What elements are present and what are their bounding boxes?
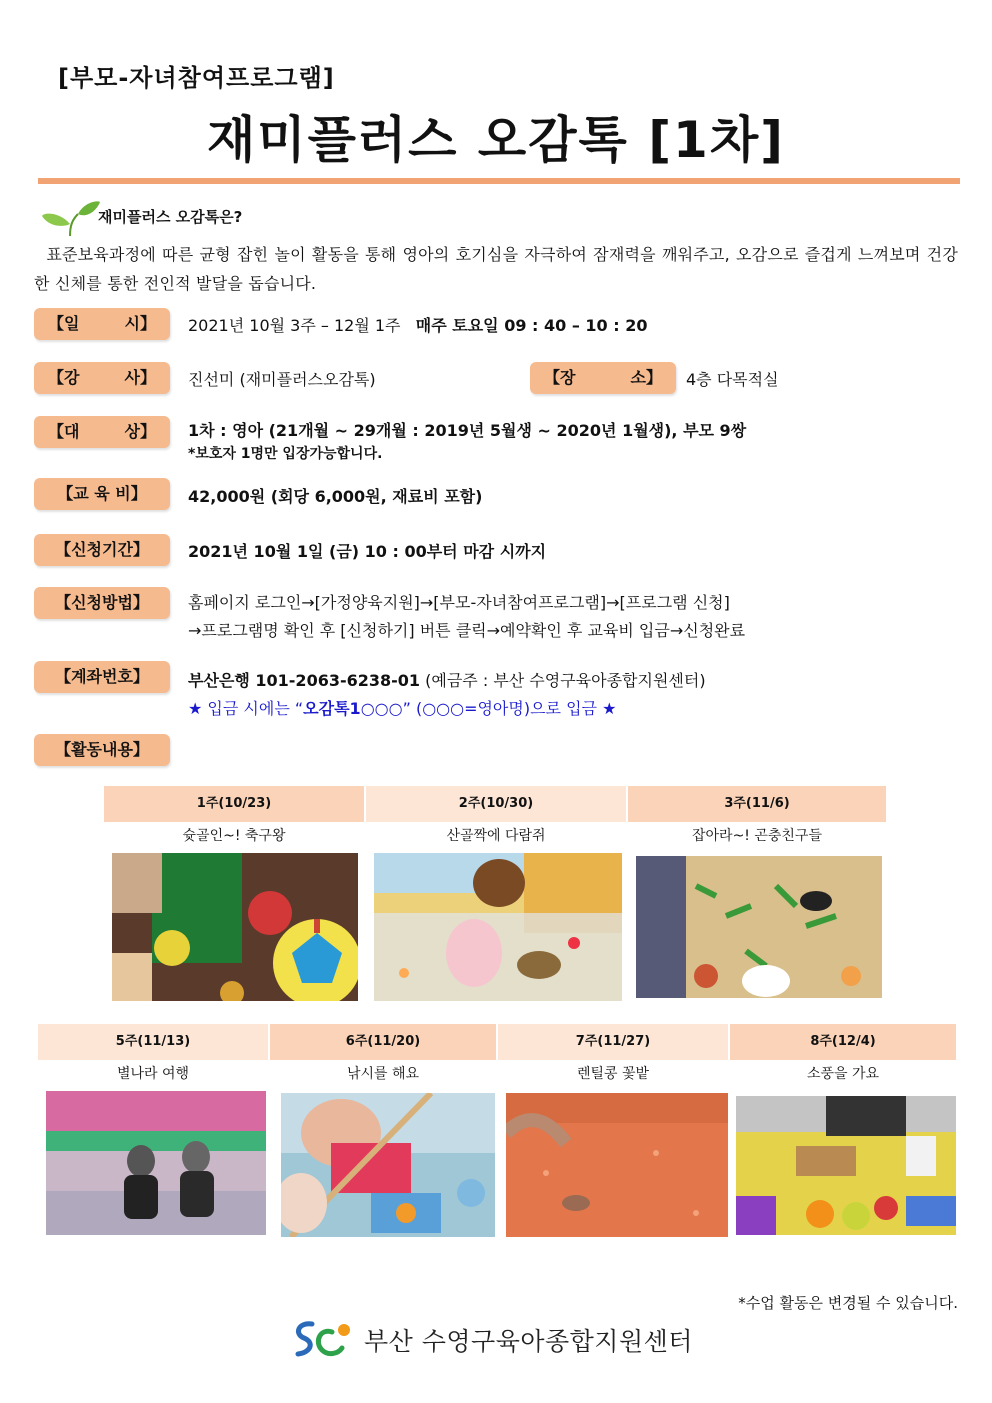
week-5-title: 별나라 여행 — [116, 1066, 190, 1082]
period-value: 2021년 10월 1일 (금) 10 : 00부터 마감 시까지 — [188, 542, 547, 561]
period-label: 【신청기간】 — [34, 534, 170, 566]
target-value: 1차 : 영아 (21개월 ~ 29개월 : 2019년 5월생 ~ 2020년 1월생), 부모 9쌍 — [188, 421, 747, 440]
photo-insects — [636, 856, 882, 998]
organization-logo-block — [292, 1318, 693, 1362]
target-label: 【대 상】 — [34, 416, 170, 448]
photo-squirrel — [374, 853, 622, 1001]
account-value: 부산은행 101-2063-6238-01 (예금주 : 부산 수영구육아종합지원센터) — [188, 671, 706, 690]
organization-name: 부산 수영구육아종합지원센터 — [364, 1327, 693, 1356]
intro-body: 표준보육과정에 따른 균형 잡힌 놀이 활동을 통해 영아의 호기심을 자극하여 잠재력을 깨워주고, 오감으로 즐겁게 느껴보며 건강한 신체를 통한 전인적 발달을 돕습니다. — [34, 245, 958, 293]
week-7-header: 7주(11/27) — [498, 1024, 728, 1060]
instructor-value: 진선미 (재미플러스오감톡) — [188, 370, 376, 389]
photo-fishing — [281, 1093, 495, 1237]
week-2-title: 산골짝에 다람쥐 — [446, 828, 546, 844]
photo-space-trip — [46, 1091, 266, 1235]
org-logo-icon — [292, 1318, 354, 1362]
method-line-1: 홈페이지 로그인→[가정양육지원]→[부모-자녀참여프로그램]→[프로그램 신청] — [188, 593, 730, 612]
intro-text — [34, 240, 958, 298]
method-label: 【신청방법】 — [34, 587, 170, 619]
week-7-title: 렌틸콩 꽃밭 — [576, 1066, 650, 1082]
program-subtitle: [부모-자녀참여프로그램] — [58, 64, 335, 92]
page-title: 재미플러스 오감톡 [1차] — [206, 111, 785, 169]
week-8-title: 소풍을 가요 — [806, 1066, 880, 1082]
intro-question: 재미플러스 오감톡은? — [98, 208, 243, 226]
instructor-label: 【강 사】 — [34, 362, 170, 394]
place-value: 4층 다목적실 — [686, 370, 779, 389]
week-8-header: 8주(12/4) — [730, 1024, 956, 1060]
fee-label: 【교 육 비】 — [34, 478, 170, 510]
activity-label: 【활동내용】 — [34, 734, 170, 766]
account-label: 【계좌번호】 — [34, 661, 170, 693]
target-note: *보호자 1명만 입장가능합니다. — [188, 446, 383, 462]
sprout-icon — [40, 198, 102, 238]
place-label: 【장 소】 — [530, 362, 676, 394]
photo-lentils — [506, 1093, 728, 1237]
title-divider — [38, 178, 960, 184]
week-6-header: 6주(11/20) — [270, 1024, 496, 1060]
photo-picnic — [736, 1096, 956, 1235]
week-6-title: 낚시를 해요 — [346, 1066, 420, 1082]
footer-note: *수업 활동은 변경될 수 있습니다. — [738, 1294, 958, 1312]
account-note: ★ 입금 시에는 “오감톡1○○○” (○○○=영아명)으로 입금 ★ — [188, 699, 617, 718]
week-1-title: 슛골인~! 축구왕 — [182, 828, 286, 844]
week-3-header: 3주(11/6) — [628, 786, 886, 822]
photo-soccer — [112, 853, 358, 1001]
week-5-header: 5주(11/13) — [38, 1024, 268, 1060]
method-line-2: →프로그램명 확인 후 [신청하기] 버튼 클릭→예약확인 후 교육비 입금→신청완료 — [188, 621, 746, 640]
week-1-header: 1주(10/23) — [104, 786, 364, 822]
week-2-header: 2주(10/30) — [366, 786, 626, 822]
date-label: 【일 시】 — [34, 308, 170, 340]
fee-value: 42,000원 (회당 6,000원, 재료비 포함) — [188, 487, 483, 506]
week-3-title: 잡아라~! 곤충친구들 — [692, 828, 822, 844]
date-value: 2021년 10월 3주 – 12월 1주 매주 토요일 09 : 40 – 10 : 20 — [188, 316, 648, 335]
